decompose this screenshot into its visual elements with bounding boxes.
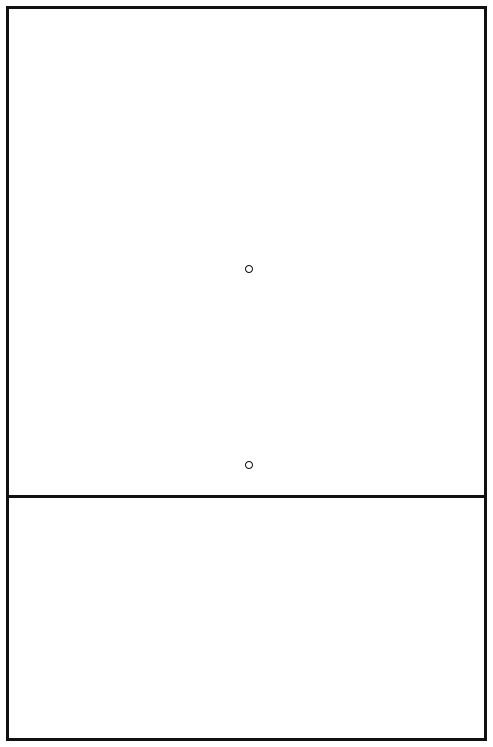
lower-register bbox=[9, 498, 484, 738]
upper-register bbox=[9, 9, 484, 498]
circle-marker-top-left bbox=[245, 265, 253, 273]
scripture-page bbox=[6, 6, 487, 741]
circle-marker-top-right bbox=[245, 461, 253, 469]
